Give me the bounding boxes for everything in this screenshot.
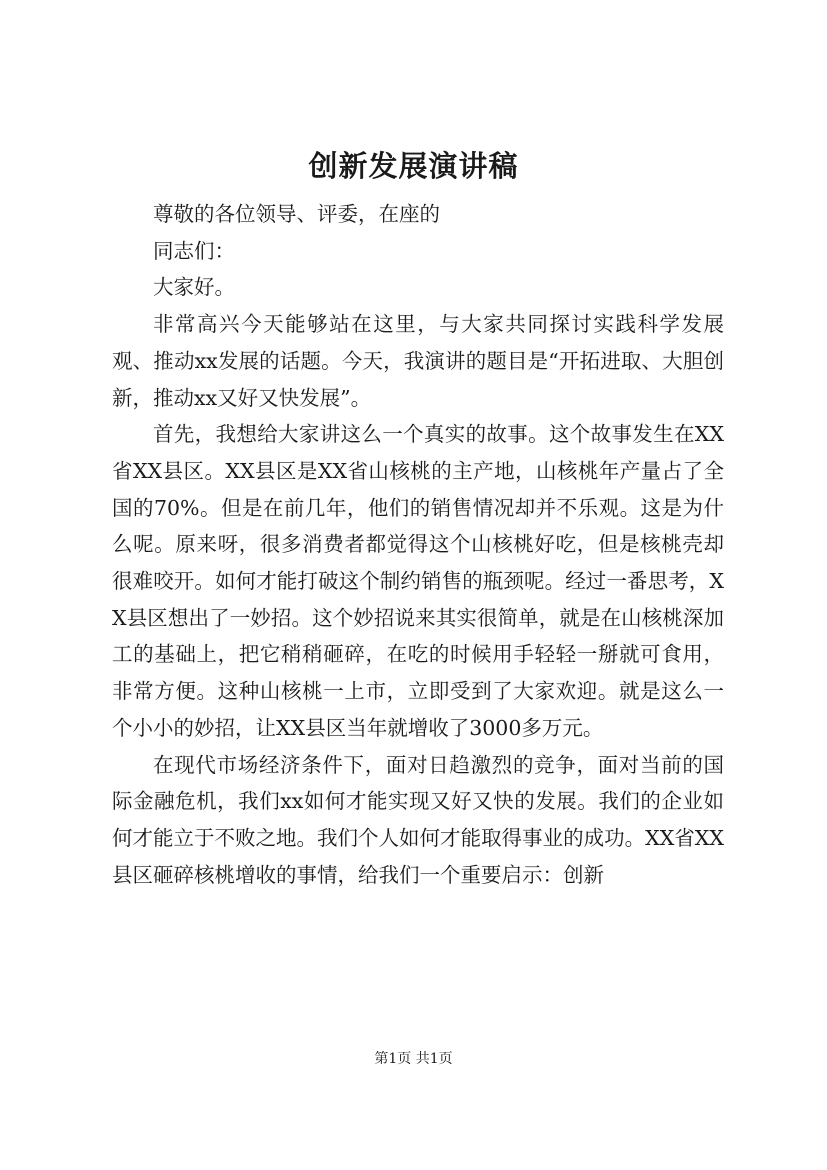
document-body [112, 196, 724, 893]
document-title: 创新发展演讲稿 [308, 149, 519, 183]
page-footer: 第1页 共1页 [374, 1051, 453, 1067]
paragraph-reflection: 在现代市场经济条件下，面对日趋激烈的竞争，面对当前的国际金融危机，我们xx如何才能实现又好又快的发展。我们的企业如何才能立于不败之地。我们个人如何才能取得事业的成功。XX省XX县区砸碎核桃增收的事情，给我们一个重要启示：创新 [112, 752, 724, 887]
paragraph-greeting: 大家好。 [153, 275, 235, 300]
paragraph-story: 首先，我想给大家讲这么一个真实的故事。这个故事发生在XX省XX县区。XX县区是XX省山核桃的主产地，山核桃年产量占了全国的70%。但是在前几年，他们的销售情况却并不乐观。这是为什么呢。原来呀，很多消费者都觉得这个山核桃好吃，但是核桃壳却很难咬开。如何才能打破这个制约销售的瓶颈呢。经过一番思考，XX县区想出了一妙招。这个妙招说来其实很简单，就是在山核桃深加工的基础上，把它稍稍砸碎，在吃的时候用手轻轻一掰就可食用，非常方便。这种山核桃一上市，立即受到了大家欢迎。就是这么一个小小的妙招，让XX县区当年就增收了3000多万元。 [112, 422, 724, 740]
paragraph-intro: 非常高兴今天能够站在这里，与大家共同探讨实践科学发展观、推动xx发展的话题。今天，我演讲的题目是“开拓进取、大胆创新，推动xx又好又快发展”。 [112, 312, 724, 410]
paragraph-salutation: 尊敬的各位领导、评委，在座的 [153, 202, 440, 226]
paragraph-salutation-cont: 同志们： [153, 238, 235, 263]
